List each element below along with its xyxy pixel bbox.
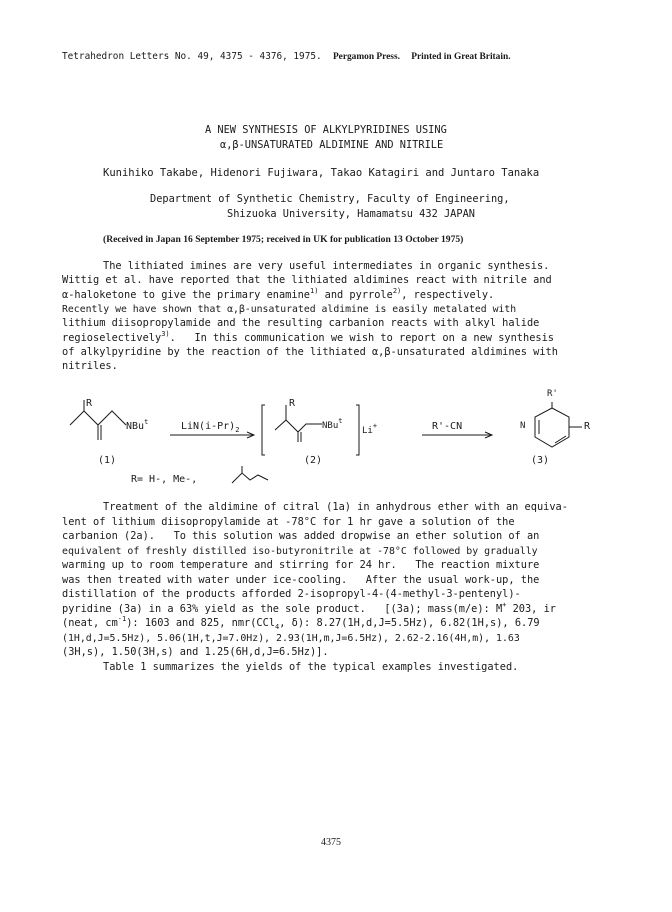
para2-line-1: Treatment of the aldimine of citral (1a) in anhydrous ether with an equiva- xyxy=(103,501,568,513)
para2-line-11: (3H,s), 1.50(3H,s) and 1.25(6H,d,J=6.5Hz)]. xyxy=(62,646,329,658)
printed-note: Printed in Great Britain. xyxy=(411,52,511,62)
scheme-nbut-1: NBu$^t$ xyxy=(126,418,149,432)
scheme-nbut-2: NBu$^t$ xyxy=(322,417,343,431)
para2-line-10: (1H,d,J=5.5Hz), 5.06(1H,t,J=7.0Hz), 2.93(1H,m,J=6.5Hz), 2.62-2.16(4H,m), 1.63 xyxy=(62,633,520,644)
para1-line-2: Wittig et al. have reported that the lithiated aldimines react with nitrile and xyxy=(62,274,552,286)
authors: Kunihiko Takabe, Hidenori Fujiwara, Takao Katagiri and Juntaro Tanaka xyxy=(103,167,540,179)
received-note: (Received in Japan 16 September 1975; received in UK for publication 13 October 1975) xyxy=(103,234,464,245)
scheme-r-3: R xyxy=(584,421,591,432)
scheme-r-1: R xyxy=(86,398,93,409)
para2-line-3: carbanion (2a). To this solution was added dropwise an ether solution of an xyxy=(62,530,540,542)
publisher: Pergamon Press. xyxy=(332,52,400,62)
journal-citation: Tetrahedron Letters No. 49, 4375 - 4376, 1975. xyxy=(62,51,322,62)
affiliation-line-1: Department of Synthetic Chemistry, Faculty of Engineering, xyxy=(150,193,510,205)
affiliation-line-2: Shizuoka University, Hamamatsu 432 JAPAN xyxy=(227,208,475,220)
para1-line-7: of alkylpyridine by the reaction of the lithiated α,β-unsaturated aldimines with xyxy=(62,346,558,358)
pyridine-ring xyxy=(535,402,582,447)
compound-label-3: (3) xyxy=(531,455,550,466)
scheme-reagent-nitrile: R'-CN xyxy=(432,421,463,432)
compound-label-2: (2) xyxy=(304,455,323,466)
para2-line-4: equivalent of freshly distilled iso-butyronitrile at -78°C followed by gradually xyxy=(62,546,538,557)
para2-line-2: lent of lithium diisopropylamide at -78°C for 1 hr gave a solution of the xyxy=(62,516,515,528)
page-number: 4375 xyxy=(321,837,341,848)
para1-line-1: The lithiated imines are very useful intermediates in organic synthesis. xyxy=(103,260,550,272)
para1-line-3: α-haloketone to give the primary enamine$^{1)}$ and pyrrole$^{2)}$, respectively. xyxy=(62,287,495,301)
scheme-r-prime: R' xyxy=(547,389,558,399)
para2-line-6: was then treated with water under ice-cooling. After the usual work-up, the xyxy=(62,574,540,586)
compound-2-structure xyxy=(262,405,359,455)
compound-label-1: (1) xyxy=(98,455,117,466)
scheme-reagent-lda: $LiN(i-Pr)_2$ xyxy=(181,421,240,434)
para1-line-4: Recently we have shown that α,β-unsaturated aldimine is easily metalated with xyxy=(62,304,517,315)
title-line-1: A NEW SYNTHESIS OF ALKYLPYRIDINES USING xyxy=(205,124,447,136)
para2-line-8: pyridine (3a) in a 63% yield as the sole product. [(3a); mass(m/e): M+ 203, ir xyxy=(62,601,556,615)
para1-line-8: nitriles. xyxy=(62,360,118,372)
para2-line-5: warming up to room temperature and stirring for 24 hr. The reaction mixture xyxy=(62,559,540,571)
title-line-2: α,β-UNSATURATED ALDIMINE AND NITRILE xyxy=(220,139,444,151)
para1-line-5: lithium diisopropylamide and the resulting carbanion reacts with alkyl halide xyxy=(62,317,540,329)
compound-1-structure xyxy=(70,400,126,440)
scheme-n-atom: N xyxy=(520,421,526,431)
para3: Table 1 summarizes the yields of the typical examples investigated. xyxy=(103,661,519,673)
r-definition: R= H-, Me-, xyxy=(131,474,198,485)
scheme-lithium: Li+ xyxy=(362,422,378,436)
scheme-r-2: R xyxy=(289,398,296,409)
prenyl-sidechain xyxy=(232,473,268,483)
para2-line-7: distillation of the products afforded 2-isopropyl-4-(4-methyl-3-pentenyl)- xyxy=(62,588,521,600)
para2-line-9: (neat, $cm^{-1}$): 1603 and 825, nmr(CCl$_4$, δ): 8.27(1H,d,J=5.5Hz), 6.82(1H,s), 6.79 xyxy=(62,615,540,631)
para1-line-6: regioselectively$^{3)}$. In this communication we wish to report on a new synthesis xyxy=(62,330,554,344)
